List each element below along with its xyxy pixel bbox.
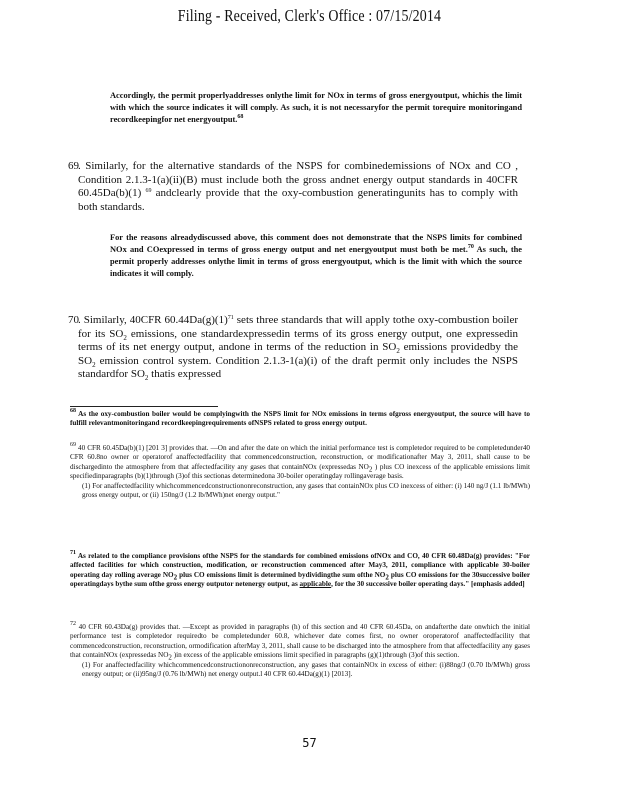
- no2-subscript: 2: [385, 573, 389, 582]
- block-quote-1: [110, 90, 522, 126]
- quote-1-text: Accordingly, the permit properlyaddresses onlythe limit for NOx in terms of gross energyoutput, whichis the limit with which the source indicates it will comply. As such, it is not necessaryfor the permit torequire monitoringand recordkeepingfor net energyoutput.: [110, 91, 522, 124]
- footnote-69-text-b: ) plus CO inexcess of the applicable emissions limit specifiedinparagraphs (b)(1)through (3)of this sectionas determinedona 30-boiler operatingday rollingaverage basis.: [70, 462, 530, 481]
- p70-part2: sets three standards that will apply tothe oxy-combustion boiler for its SO: [78, 314, 519, 340]
- footnote-mark-68: 68: [70, 408, 76, 414]
- p69-part2: , Condition 2.1.3-1(a)(ii)(B) must include both the gross andnet energy output standards in 40CFR 60.45Da(b)(1): [78, 160, 519, 200]
- footnote-ref-68: 68: [237, 114, 244, 120]
- footnote-71-text-d: for the 30 successive boiler operating days." [emphasis added]: [334, 580, 525, 589]
- footnote-72-item-1: (1) For anaffectedfacility whichcommencedconstructiononreconstruction, any gases that containNOx in excess of either: (i)88ng/J (0.70 lb/MWh) gross energy output; or (ii)95ng/J (0.76 lb/MWh) net energy output.l 40 CFR 60.44Da(g)(1) [2013].: [82, 660, 530, 679]
- page-number: 57: [302, 736, 317, 750]
- p69-part1: . Similarly, for the alternative standards of the NSPS for combinedemissions of NOx and CO: [78, 160, 511, 172]
- footnote-71: $^{71}$ As related to the compliance provisions ofthe NSPS for the standards for combined emissions ofNOx and CO, 40 CFR 60.48Da(g) provides: "For affected facilities for which construction, modification, or reconstruction commenced after May3, 2011, compliance with applicable 30-boiler operating day rolling average $NO_2$ plus CO emissions limit is determined bydividingthe sum ofthe $NO_2$ plus CO emissions for the 30successive boiler operatingdays bythe sum ofthe gross energy outputor netenergy output, as applicable, for the 30 successive boiler operating days." [emphasis added]: [70, 550, 531, 589]
- p70-part6: thatis expressed: [151, 368, 222, 381]
- so2-subscript: 2: [396, 347, 400, 356]
- footnote-ref-70: 70: [467, 244, 474, 250]
- so2-subscript: 2: [144, 374, 149, 383]
- no2-subscript: 2: [168, 653, 172, 662]
- block-quote-2: [110, 232, 522, 280]
- footnote-ref-69: 69: [145, 188, 152, 195]
- footnote-72-text-b: )in excess of the applicable emissions limit specified in paragraphs (g)(1)through (3)of this section.: [173, 651, 460, 660]
- footnote-71-text-b: plus CO emissions limit is determined bydividingthe sum ofthe NO: [179, 570, 386, 579]
- no2-subscript: 2: [173, 573, 178, 582]
- p70-part4: emissions providedby the SO: [78, 341, 519, 367]
- footnote-72-text: 40 CFR 60.43Da(g) provides that. —Except as provided in paragraphs (h) of this section and 40 CFR 60.45Da, on andafterthe date onwhich the initial performance test is completedor requiredto be completedunder 60.8, whichever date comes first, no owner oroperatorof anaffectedfacility that commencedconstruction, reconstruction, ormodification afterMay 3, 2011, shall cause to be discharged into the atmosphere from that affectedfacility any gases that containNOx (expressedas NO: [70, 623, 531, 660]
- so2-subscript: 2: [123, 333, 127, 342]
- footnote-72: [70, 623, 530, 679]
- footnote-mark-69: 69: [70, 442, 76, 448]
- footnote-ref-71: 71: [227, 315, 234, 321]
- quote-2-text: For the reasons alreadydiscussed above, this comment does not demonstrate that the NSPS limits for combined NOx and COexpressed in terms of gross energy output and net energyoutput must both be met.: [110, 233, 522, 254]
- paragraph-number-70: 70: [68, 314, 79, 326]
- footnote-69-item-1: (1) For anaffectedfacility whichcommencedconstructiononreconstruction, any gases that containNOx plus CO inexcess of either: (i) 140 ng/J (1.1 lb/MWh) gross energy output, or (ii) 150ng/J (1.2 lb/MWh)net energy output.": [82, 481, 530, 500]
- footnote-69: [70, 444, 530, 500]
- footnote-69-text: 40 CFR 60.45Da(b)(1) [201 3] provides that. —On and after the date on which the initial performance test is completedor required to be completedunder40 CFR 60.8no owner or operatorof anaffectedfacility that commencedconstruction, reconstruction, or modificationafter May 3, 2011, shall cause to be dischargedinto the atmosphere from that affectedfacility any gases that containNOx (expressedas NO: [70, 444, 531, 471]
- footnote-mark-72: 72: [70, 621, 76, 627]
- quote-2-text-after: As such, the permit properly addresses onlythe limit in terms of gross energyoutput, which is the limit with which the source indicates it will comply.: [110, 245, 523, 278]
- footnote-71-text: As related to the compliance provisions ofthe NSPS for the standards for combined emissions ofNOx and CO, 40 CFR 60.48Da(g) provides: "For affected facilities for which construction, modification, or reconstruction commenced after May3, 2011, compliance with applicable 30-boiler operating day rolling average NO: [70, 552, 531, 579]
- footnote-68-text: As the oxy-combustion boiler would be complyingwith the NSPS limit for NOx emissions in terms ofgross energyoutput, the source will have to fulfill relevantmonitoringand recordkeepingrequirements ofNSPS related to gross energy output.: [70, 410, 530, 428]
- emphasis-applicable: applicable: [299, 580, 332, 589]
- footnote-mark-71: 71: [70, 550, 76, 556]
- paragraph-69: [68, 160, 519, 214]
- no2-subscript: 2: [368, 465, 373, 474]
- footnote-68: [70, 410, 530, 429]
- p70-part5: emission control system. Condition 2.1.3-1(a)(i) of the draft permit only includes the NSPS standardfor SO: [78, 354, 519, 381]
- p69-part3: andclearly provide that the oxy-combustion generatingunits has to comply with both standards.: [78, 187, 519, 213]
- p70-part1: . Similarly, 40CFR 60.44Da(g)(1): [78, 314, 228, 326]
- filing-header: Filing - Received, Clerk's Office : 07/15/2014: [177, 6, 442, 25]
- footnote-separator: [70, 406, 218, 407]
- paragraph-number-69: 69: [68, 160, 79, 172]
- p70-part3: emissions, one standardexpressedin terms of its gross energy output, one expressedin terms of its net energy output, andone in terms of the reduction in SO: [78, 327, 519, 354]
- footnote-71-text-c: plus CO emissions for the 30successive boiler operatingdays bythe sum ofthe gross energy outputor netenergy output, as: [70, 570, 531, 589]
- paragraph-70: [68, 314, 519, 383]
- so2-subscript: 2: [92, 360, 96, 369]
